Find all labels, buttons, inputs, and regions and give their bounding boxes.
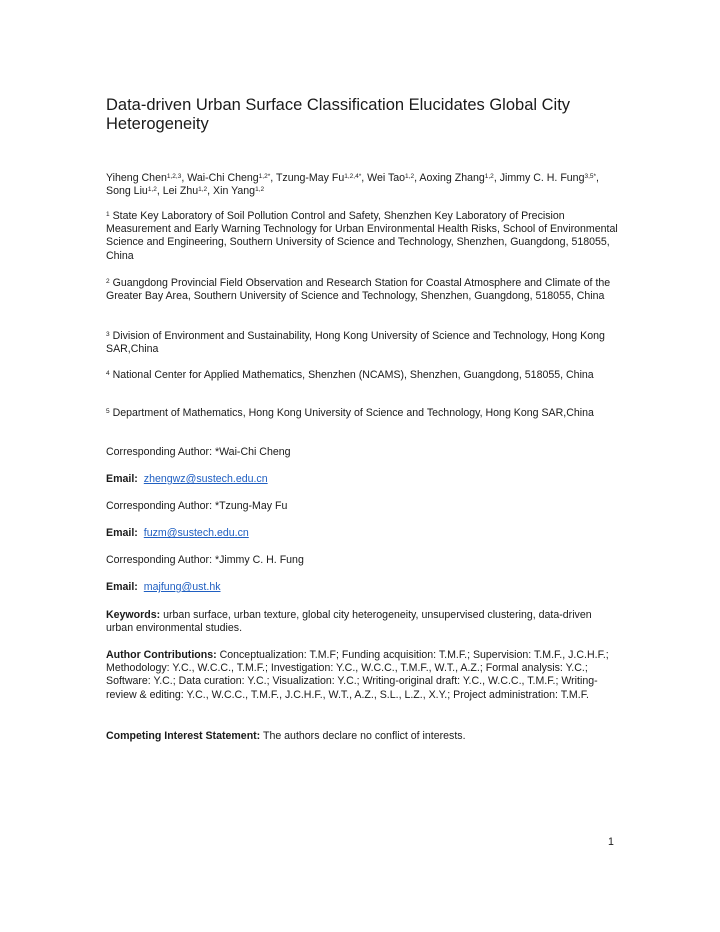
author: Song Liu$^{1,2}$, (106, 185, 163, 198)
author: Yiheng Chen$^{1,2,3}$, (106, 172, 188, 184)
author: Tzung-May $Fu^{1,2,4*}$, (275, 172, 368, 184)
affiliation-5: $^5$ Department of Mathematics, Hong Kong University of Science and Technology, Hong Kong SAR,China (106, 407, 594, 419)
author: Aoxing Zhang$^{1,2}$, (419, 172, 500, 184)
corresponding-author-3: Corresponding Author: *Jimmy C. H. Fung (106, 554, 304, 566)
author: Lei Zhu$^{1,2}$, (162, 185, 214, 198)
author-contributions: Author Contributions: Conceptualization: T.M.F; Funding acquisition: T.M.F.; Supervision: T.M.F., J.C.H.F.; Methodology: Y.C., W.C.C., T.M.F.; Investigation: Y.C., W.C.C., T.M.F., W.T., A.Z.; Formal analysis: Y.C.; Software: Y.C.; Data curation: Y.C.; Visualization: Y.C.; Writing-original draft: Y.C., W.C.C., T.M.F.; Writing-review & editing: Y.C., W.C.C., T.M.F., J.C.H.F., W.T., A.Z., S.L., L.Z., X.Y.; Project administration: T.M.F. (106, 649, 609, 701)
page-number: 1 (608, 836, 614, 848)
competing-interest-statement: Competing Interest Statement: The authors declare no conflict of interests. (106, 730, 466, 742)
author: Wai-Chi Cheng$^{1,2*}$, (187, 172, 276, 184)
email-line-3: Email: majfung@ust.hk (106, 581, 221, 593)
affiliation-3: $^3$ Division of Environment and Sustainability, Hong Kong University of Science and Technology, Hong Kong SAR,China (106, 330, 605, 356)
affiliation-1: $^1$ State Key Laboratory of Soil Pollution Control and Safety, Shenzhen Key Laboratory of Precision Measurement and Early Warning Technology for Urban Environmental Health Risks, School of Environmental Science and Engineering, Southern University of Science and Technology, Shenzhen, Guangdong, 518055, China (106, 210, 618, 262)
author: Wei Tao$^{1,2}$, (367, 172, 420, 184)
paper-title: Data-driven Urban Surface Classification Elucidates Global City Heterogeneity (106, 96, 571, 133)
keywords: Keywords: urban surface, urban texture, global city heterogeneity, unsupervised clustering, data-driven urban environmental studies. (106, 609, 592, 635)
corresponding-author-1: Corresponding Author: *Wai-Chi Cheng (106, 446, 291, 458)
email-link[interactable]: fuzm@sustech.edu.cn (143, 527, 249, 539)
affiliation-2: $^2$ Guangdong Provincial Field Observation and Research Station for Coastal Atmosphere and Climate of the Greater Bay Area, Southern University of Science and Technology, Shenzhen, Guangdong, 518055, China (106, 277, 611, 303)
corresponding-author-2: Corresponding Author: *Tzung-May Fu (106, 500, 288, 512)
email-link[interactable]: majfung@ust.hk (143, 581, 221, 593)
author: Xin Yang$^{1,2}$ (213, 185, 265, 198)
email-line-1: Email: zhengwz@sustech.edu.cn (106, 473, 268, 485)
affiliation-4: $^4$ National Center for Applied Mathematics, Shenzhen (NCAMS), Shenzhen, Guangdong, 518055, China (106, 369, 594, 381)
email-line-2: Email: fuzm@sustech.edu.cn (106, 527, 249, 539)
email-link[interactable]: zhengwz@sustech.edu.cn (143, 473, 268, 485)
author-list (106, 172, 618, 198)
author: Jimmy C. H. Fung$^{3,5*}$, (499, 172, 599, 184)
